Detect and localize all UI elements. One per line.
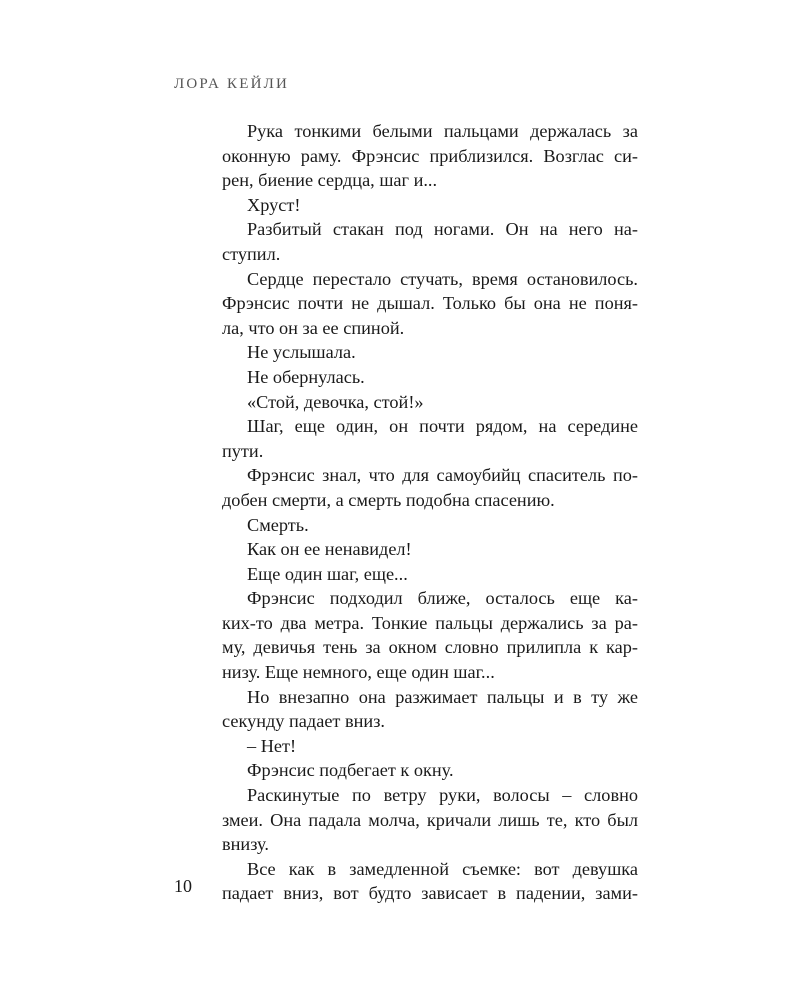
- text-line: Все как в замедленной съемке: вот девушка: [247, 858, 638, 879]
- text-line: низу. Еще немного, еще один шаг...: [222, 662, 495, 683]
- text-line: рен, биение сердца, шаг и...: [222, 170, 438, 191]
- text-line: Не услышала.: [247, 342, 356, 363]
- text-line: Как он ее ненавидел!: [247, 539, 412, 560]
- text-line: му, девичья тень за окном словно прилипла к кар-: [222, 637, 638, 658]
- text-line: «Стой, девочка, стой!»: [247, 391, 424, 412]
- text-line: оконную раму. Фрэнсис приблизился. Возглас си-: [222, 145, 638, 166]
- text-line: секунду падает вниз.: [222, 711, 385, 732]
- text-line: падает вниз, вот будто зависает в падении, зами-: [222, 883, 638, 904]
- text-line: Фрэнсис знал, что для самоубийц спаситель по-: [247, 465, 638, 486]
- text-line: Смерть.: [247, 514, 309, 535]
- text-line: Хруст!: [247, 194, 301, 215]
- text-line: Рука тонкими белыми пальцами держалась за: [247, 121, 638, 141]
- text-line: Фрэнсис почти не дышал. Только бы она не поня-: [222, 293, 638, 314]
- text-line: Фрэнсис подходил ближе, осталось еще ка-: [247, 588, 638, 609]
- text-line: ступил.: [222, 243, 281, 264]
- text-line: ких-то два метра. Тонкие пальцы держались за ра-: [222, 612, 638, 633]
- text-line: Но внезапно она разжимает пальцы и в ту же: [247, 686, 638, 707]
- text-line: пути.: [222, 440, 264, 461]
- text-line: Шаг, еще один, он почти рядом, на середине: [247, 416, 638, 437]
- running-head: ЛОРА КЕЙЛИ: [174, 76, 290, 92]
- text-line: ла, что он за ее спиной.: [222, 317, 405, 338]
- text-line: – Нет!: [247, 735, 297, 756]
- body-text: [222, 119, 638, 906]
- text-line: внизу.: [222, 834, 269, 855]
- text-line: змеи. Она падала молча, кричали лишь те, кто был: [222, 809, 638, 830]
- text-line: Не обернулась.: [247, 366, 365, 387]
- text-line: Еще один шаг, еще...: [247, 563, 408, 584]
- text-line: Сердце перестало стучать, время остановилось.: [247, 268, 638, 289]
- text-line: Разбитый стакан под ногами. Он на него на-: [247, 219, 638, 240]
- text-line: Фрэнсис подбегает к окну.: [247, 760, 454, 781]
- text-line: добен смерти, а смерть подобна спасению.: [222, 489, 555, 510]
- text-line: Раскинутые по ветру руки, волосы – словно: [247, 785, 638, 806]
- page-number: 10: [174, 876, 192, 896]
